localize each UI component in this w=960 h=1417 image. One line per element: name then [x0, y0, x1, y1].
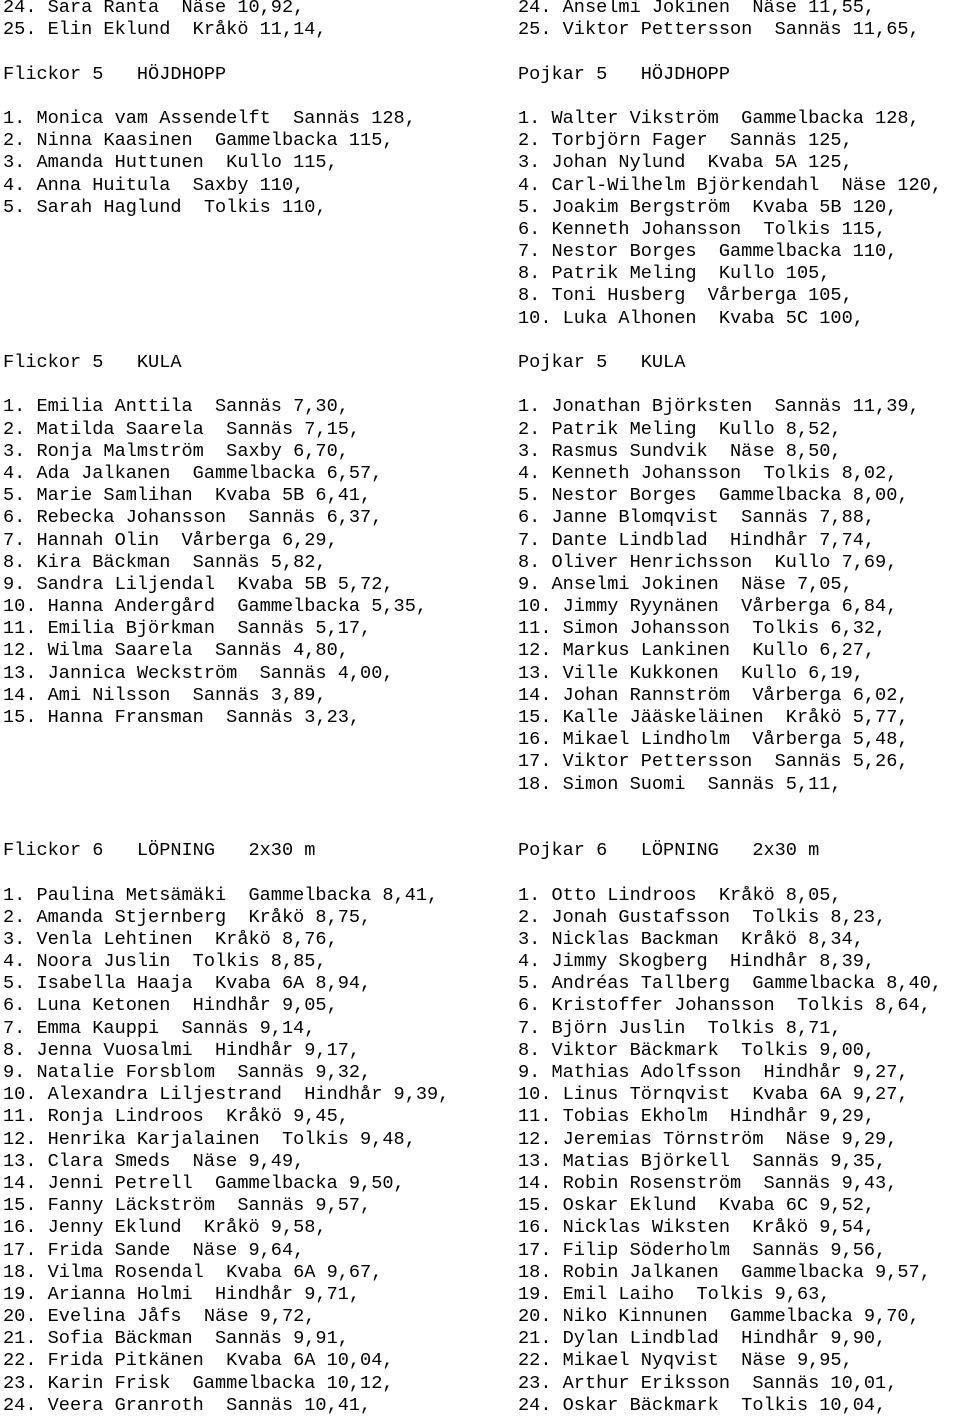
left-results-column	[3, 0, 449, 1417]
result-line: 24. Sara Ranta Näse 10,92,	[3, 0, 305, 18]
result-line: 13. Jannica Weckström Sannäs 4,00,	[3, 662, 394, 684]
result-line: 12. Jeremias Törnström Näse 9,29,	[518, 1128, 898, 1150]
blank-line	[3, 285, 449, 307]
result-line: 8. Viktor Bäckmark Tolkis 9,00,	[518, 1039, 876, 1061]
result-line: 13. Matias Björkell Sannäs 9,35,	[518, 1150, 887, 1172]
section-heading: Pojkar 5 HÖJDHOPP	[518, 63, 731, 85]
result-line: 5. Isabella Haaja Kvaba 6A 8,94,	[3, 973, 372, 995]
section-heading: Flickor 5 HÖJDHOPP	[3, 63, 227, 85]
result-line: 3. Ronja Malmström Saxby 6,70,	[3, 440, 349, 462]
result-line: 4. Jimmy Skogberg Hindhår 8,39,	[518, 951, 876, 973]
result-line: 4. Carl-Wilhelm Björkendahl Näse 120,	[518, 174, 943, 196]
result-line: 21. Dylan Lindblad Hindhår 9,90,	[518, 1328, 887, 1350]
result-line: 4. Ada Jalkanen Gammelbacka 6,57,	[3, 462, 383, 484]
result-line: 23. Arthur Eriksson Sannäs 10,01,	[518, 1372, 898, 1394]
section-heading: Pojkar 6 LÖPNING 2x30 m	[518, 840, 820, 862]
result-line: 25. Viktor Pettersson Sannäs 11,65,	[518, 19, 920, 41]
result-line: 17. Frida Sande Näse 9,64,	[3, 1239, 305, 1261]
result-line: 8. Oliver Henrichsson Kullo 7,69,	[518, 551, 898, 573]
result-line: 19. Arianna Holmi Hindhår 9,71,	[3, 1283, 361, 1305]
result-line: 7. Dante Lindblad Hindhår 7,74,	[518, 529, 876, 551]
result-line: 8. Patrik Meling Kullo 105,	[518, 263, 831, 285]
result-line: 14. Jenni Petrell Gammelbacka 9,50,	[3, 1172, 405, 1194]
blank-line	[518, 818, 942, 840]
result-line: 2. Torbjörn Fager Sannäs 125,	[518, 130, 853, 152]
result-line: 1. Paulina Metsämäki Gammelbacka 8,41,	[3, 884, 439, 906]
result-line: 6. Kristoffer Johansson Tolkis 8,64,	[518, 995, 931, 1017]
result-line: 1. Monica vam Assendelft Sannäs 128,	[3, 107, 416, 129]
result-line: 24. Anselmi Jokinen Näse 11,55,	[518, 0, 876, 18]
result-line: 21. Sofia Bäckman Sannäs 9,91,	[3, 1328, 349, 1350]
result-line: 6. Luna Ketonen Hindhår 9,05,	[3, 995, 338, 1017]
result-line: 14. Ami Nilsson Sannäs 3,89,	[3, 684, 327, 706]
blank-line	[518, 41, 942, 63]
result-line: 9. Mathias Adolfsson Hindhår 9,27,	[518, 1062, 909, 1083]
result-line: 2. Jonah Gustafsson Tolkis 8,23,	[518, 906, 887, 928]
blank-line	[3, 796, 449, 818]
result-line: 10. Alexandra Liljestrand Hindhår 9,39,	[3, 1084, 450, 1106]
result-line: 7. Nestor Borges Gammelbacka 110,	[518, 241, 898, 263]
result-line: 5. Nestor Borges Gammelbacka 8,00,	[518, 485, 909, 507]
result-line: 8. Kira Bäckman Sannäs 5,82,	[3, 551, 327, 573]
result-line: 18. Vilma Rosendal Kvaba 6A 9,67,	[3, 1261, 383, 1283]
result-line: 22. Frida Pitkänen Kvaba 6A 10,04,	[3, 1350, 394, 1372]
blank-line	[3, 751, 449, 773]
blank-line	[3, 330, 449, 352]
result-line: 4. Anna Huitula Saxby 110,	[3, 174, 305, 196]
result-line: 3. Johan Nylund Kvaba 5A 125,	[518, 152, 853, 174]
blank-line	[518, 330, 942, 352]
blank-line	[518, 862, 942, 884]
result-line: 1. Otto Lindroos Kråkö 8,05,	[518, 884, 842, 906]
result-line: 13. Ville Kukkonen Kullo 6,19,	[518, 662, 864, 684]
result-line: 9. Sandra Liljendal Kvaba 5B 5,72,	[3, 573, 394, 595]
result-line: 18. Robin Jalkanen Gammelbacka 9,57,	[518, 1261, 931, 1283]
result-line: 12. Wilma Saarela Sannäs 4,80,	[3, 640, 349, 662]
result-line: 11. Simon Johansson Tolkis 6,32,	[518, 618, 887, 640]
blank-line	[3, 862, 449, 884]
blank-line	[3, 263, 449, 285]
result-line: 23. Karin Frisk Gammelbacka 10,12,	[3, 1372, 394, 1394]
blank-line	[3, 729, 449, 751]
result-line: 17. Viktor Pettersson Sannäs 5,26,	[518, 751, 909, 773]
result-line: 22. Mikael Nyqvist Näse 9,95,	[518, 1350, 853, 1372]
result-line: 12. Markus Lankinen Kullo 6,27,	[518, 640, 876, 662]
blank-line	[3, 41, 449, 63]
result-line: 3. Rasmus Sundvik Näse 8,50,	[518, 440, 842, 462]
result-line: 16. Nicklas Wiksten Kråkö 9,54,	[518, 1217, 876, 1239]
result-line: 2. Ninna Kaasinen Gammelbacka 115,	[3, 130, 394, 152]
result-line: 10. Luka Alhonen Kvaba 5C 100,	[518, 307, 864, 329]
result-line: 17. Filip Söderholm Sannäs 9,56,	[518, 1239, 887, 1261]
blank-line	[3, 86, 449, 108]
result-line: 7. Björn Juslin Tolkis 8,71,	[518, 1017, 842, 1039]
result-line: 20. Evelina Jåfs Näse 9,72,	[3, 1306, 316, 1328]
result-line: 16. Mikael Lindholm Vårberga 5,48,	[518, 729, 909, 751]
result-line: 4. Kenneth Johansson Tolkis 8,02,	[518, 462, 898, 484]
result-line: 10. Jimmy Ryynänen Vårberga 6,84,	[518, 596, 898, 618]
result-line: 3. Amanda Huttunen Kullo 115,	[3, 152, 338, 174]
blank-line	[3, 241, 449, 263]
blank-line	[3, 818, 449, 840]
result-line: 2. Matilda Saarela Sannäs 7,15,	[3, 418, 361, 440]
result-line: 11. Emilia Björkman Sannäs 5,17,	[3, 618, 372, 640]
blank-line	[3, 308, 449, 330]
result-line: 11. Ronja Lindroos Kråkö 9,45,	[3, 1106, 349, 1128]
result-line: 12. Henrika Karjalainen Tolkis 9,48,	[3, 1128, 416, 1150]
result-line: 4. Noora Juslin Tolkis 8,85,	[3, 951, 327, 973]
result-line: 3. Venla Lehtinen Kråkö 8,76,	[3, 928, 338, 950]
result-line: 14. Robin Rosenström Sannäs 9,43,	[518, 1172, 898, 1194]
result-line: 24. Veera Granroth Sannäs 10,41,	[3, 1394, 372, 1416]
result-line: 15. Hanna Fransman Sannäs 3,23,	[3, 707, 361, 728]
result-line: 5. Marie Samlihan Kvaba 5B 6,41,	[3, 485, 372, 507]
result-line: 15. Kalle Jääskeläinen Kråkö 5,77,	[518, 707, 909, 728]
section-heading: Pojkar 5 KULA	[518, 352, 686, 373]
result-line: 11. Tobias Ekholm Hindhår 9,29,	[518, 1106, 876, 1128]
result-line: 6. Janne Blomqvist Sannäs 7,88,	[518, 507, 876, 529]
result-line: 9. Natalie Forsblom Sannäs 9,32,	[3, 1062, 372, 1083]
section-heading: Flickor 6 LÖPNING 2x30 m	[3, 840, 316, 862]
result-line: 10. Hanna Andergård Gammelbacka 5,35,	[3, 596, 428, 618]
blank-line	[518, 86, 942, 108]
result-line: 16. Jenny Eklund Kråkö 9,58,	[3, 1217, 327, 1239]
blank-line	[3, 374, 449, 396]
result-line: 24. Oskar Bäckmark Tolkis 10,04,	[518, 1394, 887, 1416]
result-line: 6. Rebecka Johansson Sannäs 6,37,	[3, 507, 383, 529]
section-heading: Flickor 5 KULA	[3, 352, 182, 373]
result-line: 1. Walter Vikström Gammelbacka 128,	[518, 107, 920, 129]
result-line: 14. Johan Rannström Vårberga 6,02,	[518, 684, 909, 706]
result-line: 19. Emil Laiho Tolkis 9,63,	[518, 1283, 831, 1305]
result-line: 10. Linus Törnqvist Kvaba 6A 9,27,	[518, 1084, 909, 1106]
result-line: 7. Hannah Olin Vårberga 6,29,	[3, 529, 338, 551]
result-line: 5. Andréas Tallberg Gammelbacka 8,40,	[518, 973, 943, 995]
result-line: 25. Elin Eklund Kråkö 11,14,	[3, 19, 327, 41]
result-line: 2. Patrik Meling Kullo 8,52,	[518, 418, 842, 440]
result-line: 13. Clara Smeds Näse 9,49,	[3, 1150, 305, 1172]
result-line: 8. Toni Husberg Vårberga 105,	[518, 285, 853, 307]
blank-line	[518, 374, 942, 396]
result-line: 15. Fanny Läckström Sannäs 9,57,	[3, 1195, 372, 1217]
result-line: 3. Nicklas Backman Kråkö 8,34,	[518, 928, 864, 950]
blank-line	[3, 774, 449, 796]
result-line: 15. Oskar Eklund Kvaba 6C 9,52,	[518, 1195, 876, 1217]
result-line: 20. Niko Kinnunen Gammelbacka 9,70,	[518, 1306, 920, 1328]
result-line: 2. Amanda Stjernberg Kråkö 8,75,	[3, 906, 372, 928]
result-line: 7. Emma Kauppi Sannäs 9,14,	[3, 1017, 316, 1039]
result-line: 1. Jonathan Björksten Sannäs 11,39,	[518, 396, 920, 418]
result-line: 1. Emilia Anttila Sannäs 7,30,	[3, 396, 349, 418]
result-line: 6. Kenneth Johansson Tolkis 115,	[518, 218, 887, 240]
result-line: 8. Jenna Vuosalmi Hindhår 9,17,	[3, 1039, 361, 1061]
result-line: 5. Joakim Bergström Kvaba 5B 120,	[518, 196, 898, 218]
right-results-column	[518, 0, 942, 1417]
result-line: 5. Sarah Haglund Tolkis 110,	[3, 196, 327, 218]
blank-line	[518, 796, 942, 818]
result-line: 9. Anselmi Jokinen Näse 7,05,	[518, 573, 853, 595]
result-line: 18. Simon Suomi Sannäs 5,11,	[518, 773, 842, 795]
blank-line	[3, 219, 449, 241]
